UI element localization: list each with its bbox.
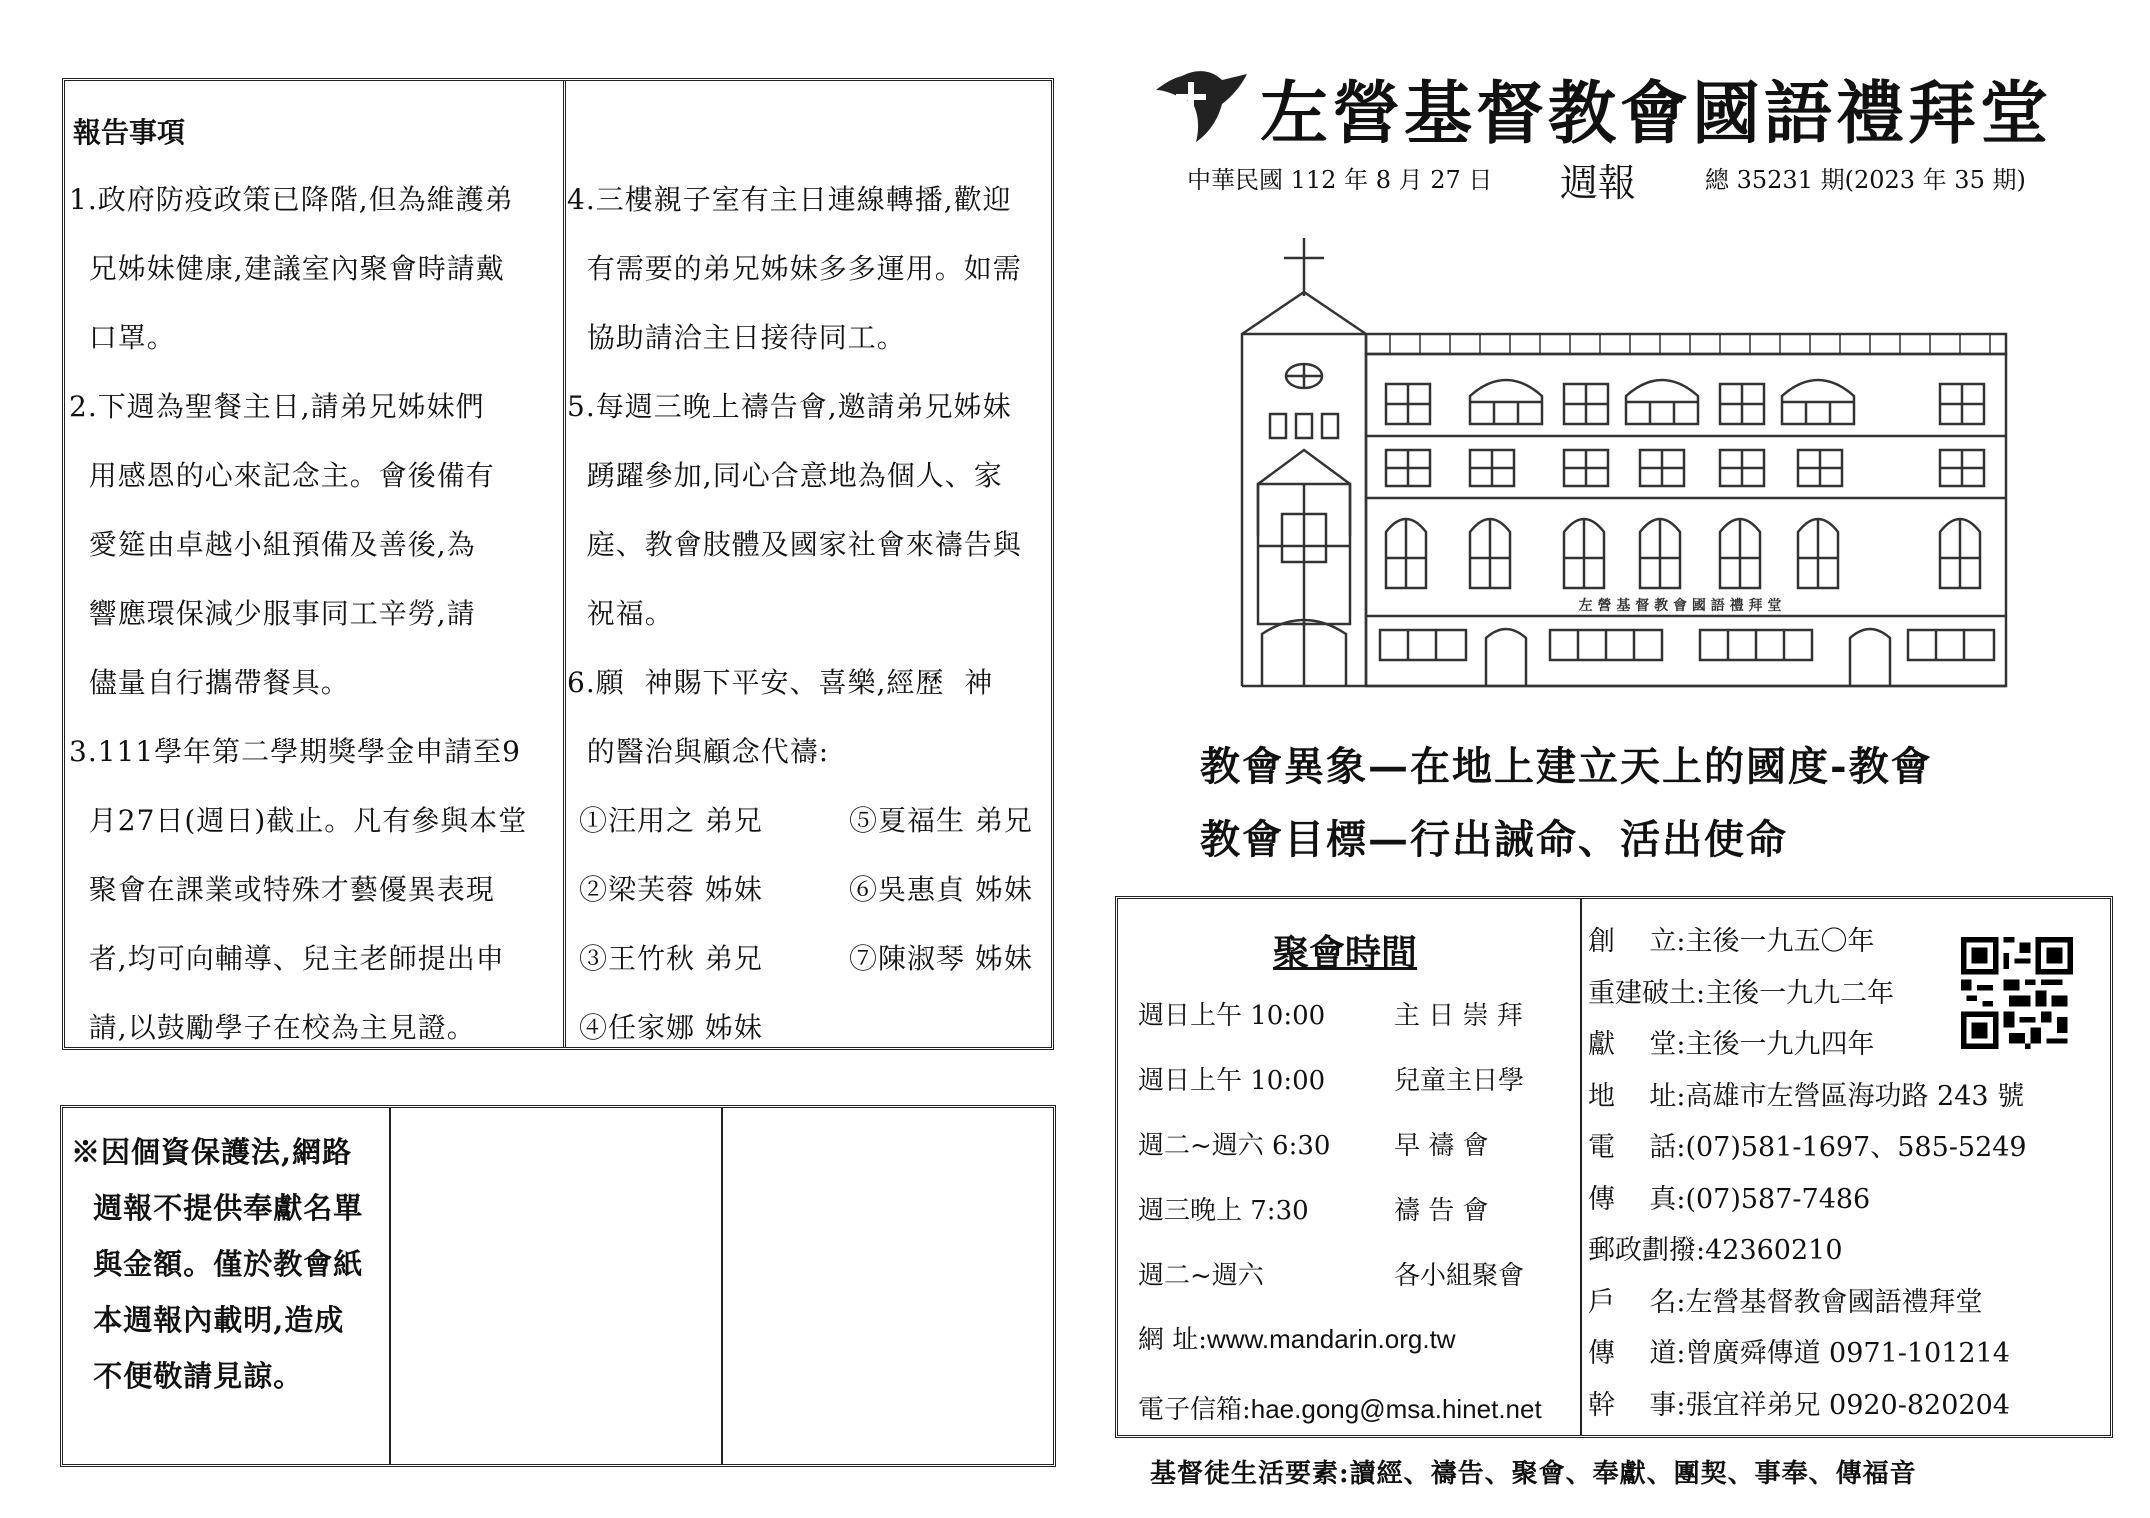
announcement-line: 庭、教會肢體及國家社會來禱告與	[567, 528, 1022, 561]
announcement-line: 者,均可向輔導、兒主老師提出申	[69, 942, 505, 975]
announcement-line: 愛筵由卓越小組預備及善後,為	[69, 528, 476, 561]
church-info-label: 電 話	[1588, 1132, 1677, 1163]
church-title: 左營基督教會國語禮拜堂	[1260, 74, 2053, 154]
church-info-value: :(07)587-7486	[1676, 1183, 1871, 1215]
email-link[interactable]: hae.gong@msa.hinet.net	[1250, 1394, 1542, 1424]
column-divider	[563, 81, 566, 1047]
meeting-time: 週日上午 10:00	[1138, 1066, 1326, 1096]
email-label: 電子信箱:	[1138, 1395, 1251, 1425]
announcement-line: 用感恩的心來記念主。會後備有	[69, 459, 495, 492]
church-info-value: :主後一九九四年	[1676, 1029, 1875, 1060]
qr-code-icon	[1961, 937, 2073, 1049]
meeting-info-box	[1115, 896, 2113, 1438]
church-info-row	[1588, 1074, 2024, 1113]
website-label: 網 址:	[1138, 1325, 1208, 1355]
church-vision: 教會異象—在地上建立天上的國度-教會	[1200, 743, 1933, 790]
issue-number: 總 35231 期(2023 年 35 期)	[1705, 166, 2026, 194]
bulletin-date: 中華民國 112 年 8 月 27 日	[1187, 166, 1493, 194]
privacy-notice-line: 與金額。僅於教會紙	[71, 1247, 364, 1281]
church-info-value: :主後一九九二年	[1696, 977, 1895, 1009]
announcement-line: 月27日(週日)截止。凡有參與本堂	[69, 804, 528, 837]
announcement-line: 1.政府防疫政策已降階,但為維護弟	[69, 183, 514, 216]
church-info-row	[1588, 1280, 1982, 1319]
announcement-line: 5.每週三晚上禱告會,邀請弟兄姊妹	[567, 390, 1012, 423]
prayer-name: ⑦陳淑琴 姊妹	[849, 942, 1033, 975]
meeting-name: 各小組聚會	[1394, 1261, 1525, 1291]
church-info-label: 獻 堂	[1588, 1029, 1677, 1060]
church-info-label: 傳 真	[1588, 1183, 1677, 1215]
church-info-row	[1588, 1228, 1843, 1267]
church-goal: 教會目標—行出誡命、活出使命	[1200, 816, 1788, 863]
church-info-label: 傳 道	[1588, 1338, 1677, 1369]
privacy-notice-line: 不便敬請見諒。	[71, 1359, 304, 1393]
meeting-time: 週三晚上 7:30	[1138, 1196, 1309, 1226]
privacy-notice-line: ※因個資保護法,網路	[71, 1135, 353, 1169]
church-info-value: :左營基督教會國語禮拜堂	[1676, 1286, 1983, 1318]
prayer-name: ①汪用之 弟兄	[579, 804, 763, 837]
announcement-line: 6.願 神賜下平安、喜樂,經歷 神	[567, 666, 994, 699]
announcement-line: 有需要的弟兄姊妹多多運用。如需	[567, 252, 1022, 285]
prayer-name: ⑤夏福生 弟兄	[849, 804, 1033, 837]
announcement-line: 兄姊妹健康,建議室內聚會時請戴	[69, 252, 505, 285]
meeting-name: 主 日 崇 拜	[1394, 1001, 1523, 1031]
announcement-line: 請,以鼓勵學子在校為主見證。	[69, 1011, 476, 1044]
announcement-line: 口罩。	[69, 321, 176, 354]
privacy-notice-line: 週報不提供奉獻名單	[71, 1191, 364, 1225]
privacy-notice-column	[63, 1108, 391, 1464]
prayer-name: ③王竹秋 弟兄	[579, 942, 763, 975]
announcement-line: 3.111學年第二學期獎學金申請至9	[69, 735, 521, 768]
church-info-row	[1588, 971, 1894, 1010]
church-info-row	[1588, 919, 1874, 958]
privacy-notice-line: 本週報內載明,造成	[71, 1303, 345, 1337]
church-building-illustration	[1240, 236, 2008, 692]
church-info-row	[1588, 1331, 2010, 1370]
privacy-notice-box	[60, 1105, 1056, 1467]
announcement-line: 踴躍參加,同心合意地為個人、家	[567, 459, 1003, 492]
announcement-line: 儘量自行攜帶餐具。	[69, 666, 350, 699]
prayer-name: ④任家娜 姊妹	[579, 1011, 763, 1044]
church-info-label: 郵政劃撥	[1588, 1235, 1696, 1266]
church-info-row	[1588, 1022, 1874, 1061]
announcement-line: 的醫治與顧念代禱:	[567, 735, 830, 768]
announcement-line: 祝福。	[567, 597, 674, 630]
meeting-name: 兒童主日學	[1394, 1066, 1525, 1096]
church-info-label: 重建破土	[1588, 977, 1696, 1009]
website-link[interactable]: www.mandarin.org.tw	[1207, 1324, 1456, 1354]
meeting-times-title: 聚會時間	[1273, 932, 1418, 974]
church-info-row	[1588, 1177, 1870, 1216]
church-info-value: :(07)581-1697、585-5249	[1676, 1132, 2027, 1163]
church-info-value: :主後一九五〇年	[1676, 926, 1875, 957]
cross-wings-logo-icon	[1152, 68, 1250, 146]
church-info-label: 戶 名	[1588, 1286, 1677, 1318]
church-info-row	[1588, 1383, 2010, 1422]
bulletin-label: 週報	[1560, 161, 1637, 205]
blank-column	[389, 1108, 723, 1464]
prayer-name: ⑥吳惠貞 姊妹	[849, 873, 1033, 906]
church-info-value: :42360210	[1696, 1235, 1843, 1266]
email-row	[1138, 1389, 1542, 1426]
church-info-value: :張宜祥弟兄 0920-820204	[1676, 1389, 2010, 1421]
meeting-time: 週日上午 10:00	[1138, 1001, 1326, 1031]
meeting-name: 禱 告 會	[1394, 1196, 1489, 1226]
church-info-label: 地 址	[1588, 1080, 1677, 1112]
church-info-value: :曾廣舜傳道 0971-101214	[1676, 1338, 2010, 1369]
prayer-name: ②梁芙蓉 姊妹	[579, 873, 763, 906]
announcement-line: 響應環保減少服事同工辛勞,請	[69, 597, 476, 630]
website-row	[1138, 1319, 1456, 1356]
meeting-time: 週二~週六 6:30	[1138, 1131, 1331, 1161]
church-info-row	[1588, 1125, 2027, 1164]
building-sign: 左 營 基 督 教 會 國 語 禮 拜 堂	[1578, 598, 1782, 614]
meeting-time: 週二~週六	[1138, 1261, 1264, 1291]
church-info-value: :高雄市左營區海功路 243 號	[1676, 1080, 2025, 1112]
announcement-line: 4.三樓親子室有主日連線轉播,歡迎	[567, 183, 1012, 216]
christian-life-elements: 基督徒生活要素:讀經、禱告、聚會、奉獻、團契、事奉、傳福音	[1150, 1459, 1917, 1489]
meeting-name: 早 禱 會	[1394, 1131, 1489, 1161]
announcement-line: 聚會在課業或特殊才藝優異表現	[69, 873, 495, 906]
announcements-box	[62, 78, 1054, 1050]
church-info-label: 幹 事	[1588, 1389, 1677, 1421]
announcement-line: 2.下週為聖餐主日,請弟兄姊妹們	[69, 390, 485, 423]
announcement-line: 協助請洽主日接待同工。	[567, 321, 906, 354]
church-info-label: 創 立	[1588, 926, 1677, 957]
column-divider	[1580, 899, 1582, 1435]
announcements-title: 報告事項	[73, 116, 186, 149]
